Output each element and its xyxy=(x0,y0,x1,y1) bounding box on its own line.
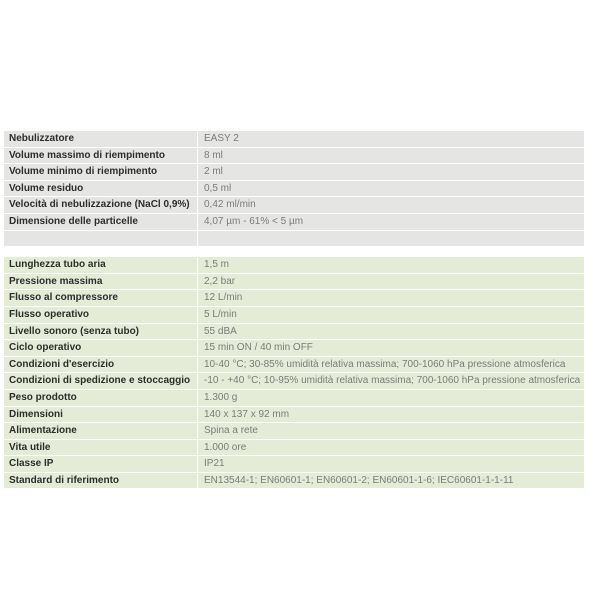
spec-value: 0,42 ml/min xyxy=(197,197,584,213)
table-row xyxy=(4,274,584,291)
spec-value: 0,5 ml xyxy=(197,181,584,197)
section-divider xyxy=(4,247,584,257)
spec-value: 2,2 bar xyxy=(197,274,584,290)
table-row xyxy=(4,181,584,198)
table-row xyxy=(4,324,584,341)
spec-label: Ciclo operativo xyxy=(9,342,82,354)
table-row xyxy=(4,357,584,374)
spec-value: -10 - +40 °C; 10-95% umidità relativa massima; 700-1060 hPa pressione atmosferica xyxy=(197,373,584,389)
spec-section-compressor xyxy=(4,257,584,489)
spec-label: Flusso al compressore xyxy=(9,292,118,304)
spec-value: EN13544-1; EN60601-1; EN60601-2; EN60601-1-6; IEC60601-1-1-11 xyxy=(197,473,584,489)
table-row xyxy=(4,456,584,473)
table-row xyxy=(4,473,584,490)
table-row xyxy=(4,340,584,357)
spec-label: Peso prodotto xyxy=(9,391,77,403)
table-row xyxy=(4,148,584,165)
spec-label: Pressione massima xyxy=(9,275,103,287)
empty-cell xyxy=(197,231,584,247)
spec-value: EASY 2 xyxy=(197,131,584,147)
table-row xyxy=(4,390,584,407)
spec-label: Volume massimo di riempimento xyxy=(9,149,165,161)
spec-label: Dimensione delle particelle xyxy=(9,215,138,227)
spec-label: Lunghezza tubo aria xyxy=(9,259,106,271)
table-row xyxy=(4,131,584,148)
spec-value: 15 min ON / 40 min OFF xyxy=(197,340,584,356)
spec-value: 1.300 g xyxy=(197,390,584,406)
spec-value: Spina a rete xyxy=(197,423,584,439)
spec-label: Condizioni d'esercizio xyxy=(9,358,115,370)
spec-label: Condizioni di spedizione e stoccaggio xyxy=(9,375,191,387)
empty-cell xyxy=(4,231,197,247)
spec-value: 5 L/min xyxy=(197,307,584,323)
spec-value: 1.000 ore xyxy=(197,440,584,456)
table-row xyxy=(4,407,584,424)
spec-value: 10-40 °C; 30-85% umidità relativa massima; 700-1060 hPa pressione atmosferica xyxy=(197,357,584,373)
spec-value: 12 L/min xyxy=(197,290,584,306)
spec-label: Dimensioni xyxy=(9,408,63,420)
spec-value: 2 ml xyxy=(197,164,584,180)
table-row-empty xyxy=(4,231,584,248)
spec-label: Classe IP xyxy=(9,458,54,470)
table-row xyxy=(4,373,584,390)
spec-label: Flusso operativo xyxy=(9,308,90,320)
spec-value: 1,5 m xyxy=(197,257,584,273)
spec-value: 140 x 137 x 92 mm xyxy=(197,407,584,423)
spec-value: IP21 xyxy=(197,456,584,472)
spec-table xyxy=(4,131,584,489)
table-row xyxy=(4,440,584,457)
spec-label: Volume minimo di riempimento xyxy=(9,166,158,178)
spec-label: Volume residuo xyxy=(9,182,84,194)
spec-value: 55 dBA xyxy=(197,324,584,340)
table-row xyxy=(4,164,584,181)
spec-label: Alimentazione xyxy=(9,425,77,437)
spec-label: Nebulizzatore xyxy=(9,133,75,144)
spec-label: Velocità di nebulizzazione (NaCl 0,9%) xyxy=(9,199,190,211)
table-row xyxy=(4,214,584,231)
spec-section-nebulizer xyxy=(4,131,584,247)
table-row xyxy=(4,257,584,274)
spec-label: Standard di riferimento xyxy=(9,474,120,486)
spec-value: 8 ml xyxy=(197,148,584,164)
spec-label: Vita utile xyxy=(9,441,51,453)
table-row xyxy=(4,197,584,214)
table-row xyxy=(4,290,584,307)
spec-value: 4,07 µm - 61% < 5 µm xyxy=(197,214,584,230)
spec-label: Livello sonoro (senza tubo) xyxy=(9,325,140,337)
table-row xyxy=(4,307,584,324)
table-row xyxy=(4,423,584,440)
